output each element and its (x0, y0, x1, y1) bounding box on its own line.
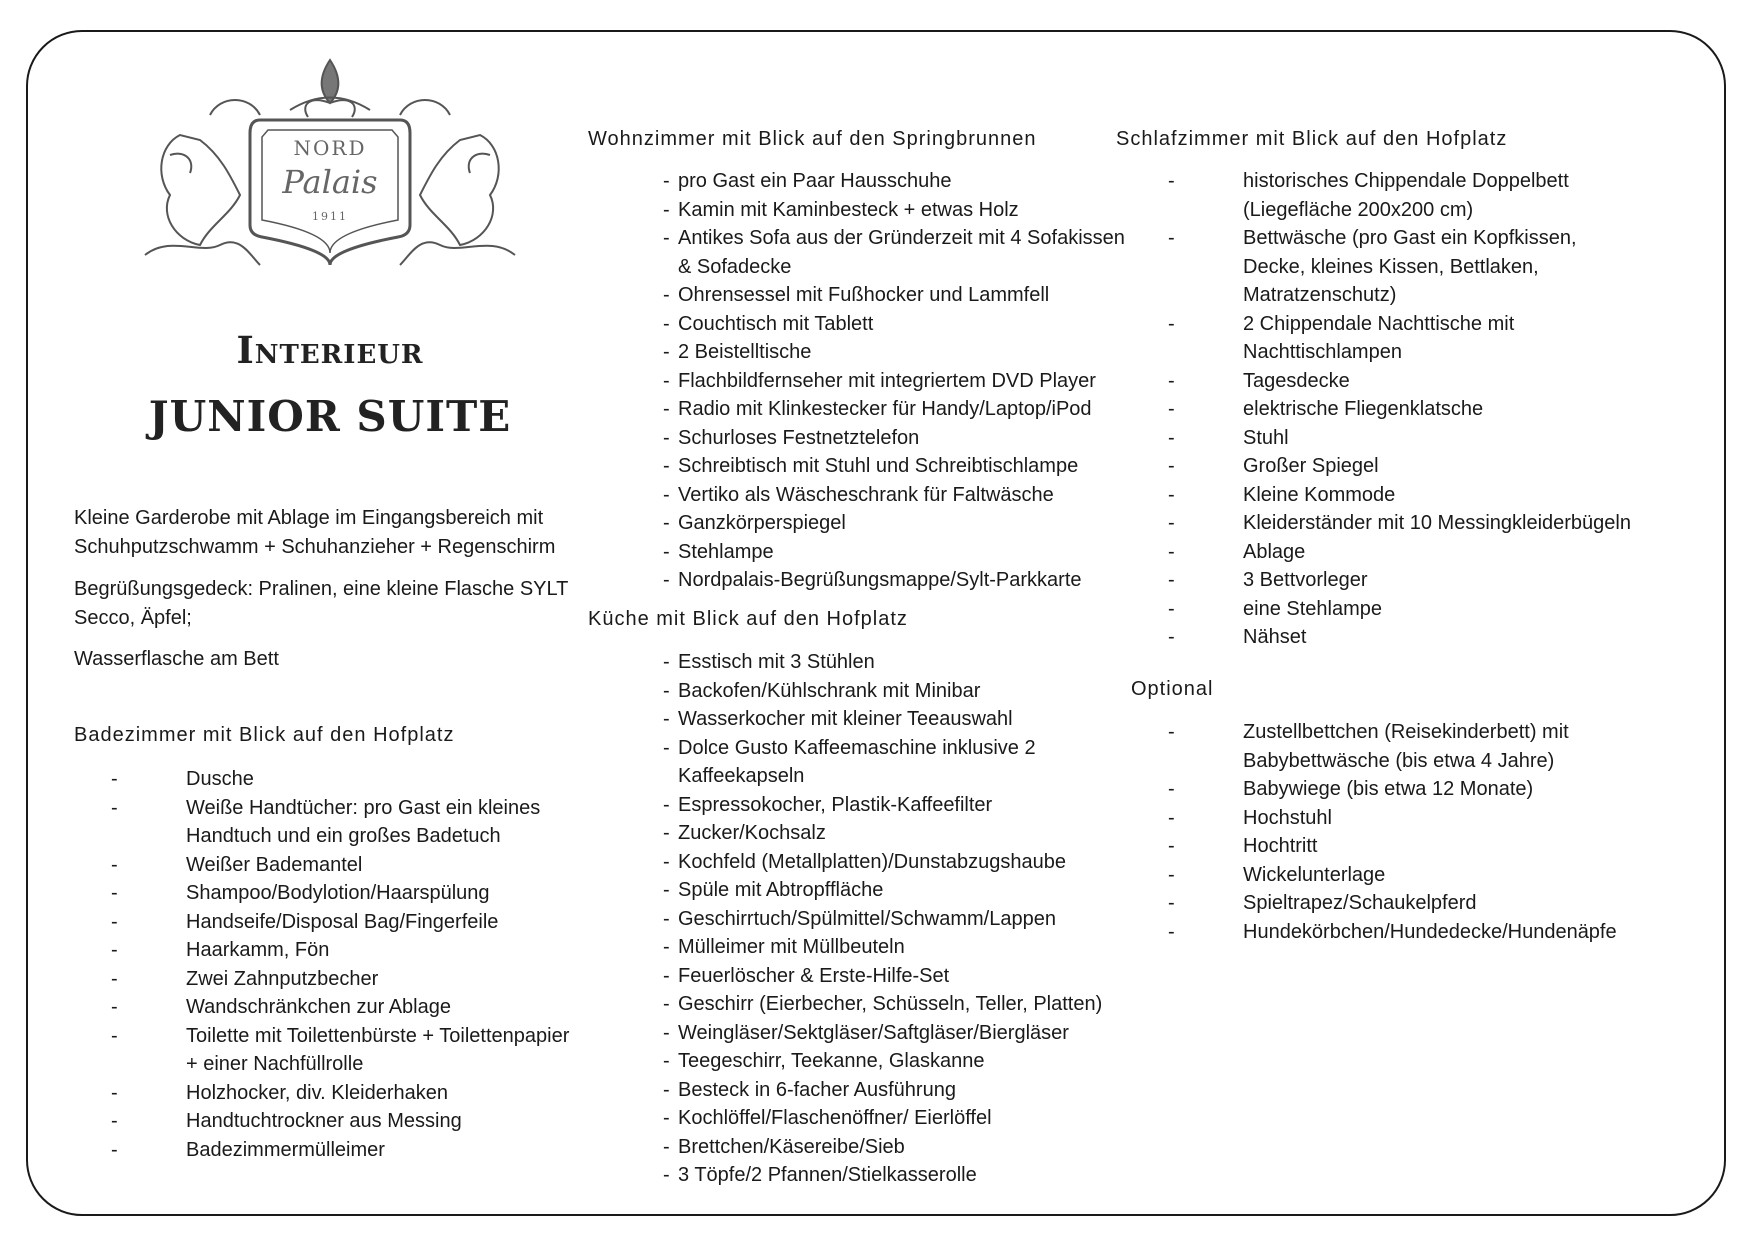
list-item-text: Schreibtisch mit Stuhl und Schreibtischlampe (678, 455, 1079, 477)
bullet-dash: - (1168, 892, 1175, 914)
list-item (663, 876, 1133, 905)
list-item-text: Shampoo/Bodylotion/Haarspülung (186, 882, 490, 904)
list-item-text: Antikes Sofa aus der Gründerzeit mit 4 Sofakissen & Sofadecke (678, 227, 1125, 278)
list-item-text: Weißer Bademantel (186, 853, 363, 876)
bullet-dash: - (1168, 483, 1175, 506)
heading-kueche: Küche mit Blick auf den Hofplatz (588, 608, 908, 630)
list-item-text: Brettchen/Käsereibe/Sieb (678, 1135, 905, 1158)
bullet-dash: - (663, 736, 670, 759)
list-item (111, 879, 581, 908)
list-item (1168, 718, 1638, 775)
list-item-text: Holzhocker, div. Kleiderhaken (186, 1081, 448, 1104)
bullet-dash: - (663, 341, 670, 363)
list-item-text: Bettwäsche (pro Gast ein Kopfkissen, Decke, kleines Kissen, Bettlaken, Matratzenschutz) (1243, 227, 1577, 306)
bullet-dash: - (111, 853, 118, 876)
list-item-text: Ganzkörperspiegel (678, 512, 846, 534)
list-item-text: Feuerlöscher & Erste-Hilfe-Set (678, 964, 950, 987)
list-item (663, 677, 1133, 706)
list-item (663, 538, 1133, 567)
list-item (663, 367, 1133, 396)
list-item-text: Besteck in 6-facher Ausführung (678, 1078, 956, 1101)
bullet-dash: - (663, 879, 670, 901)
list-item (663, 395, 1133, 424)
bullet-dash: - (663, 1078, 670, 1101)
bullet-dash: - (1168, 806, 1175, 829)
intro-wasser: Wasserflasche am Bett (74, 648, 279, 670)
list-item-text: Stehlampe (678, 540, 774, 563)
bullet-dash: - (1168, 778, 1175, 800)
bullet-dash: - (663, 1107, 670, 1129)
bullet-dash: - (111, 1110, 118, 1132)
list-item (663, 705, 1133, 734)
list-item (1168, 395, 1638, 424)
intro-begruessung: Begrüßungsgedeck: Pralinen, eine kleine Flasche SYLT Secco, Äpfel; (74, 578, 568, 629)
list-item-text: Geschirr (Eierbecher, Schüsseln, Teller, Platten) (678, 993, 1103, 1015)
list-item (663, 452, 1133, 481)
list-item-text: Zustellbettchen (Reisekinderbett) mit Babybettwäsche (bis etwa 4 Jahre) (1243, 721, 1569, 772)
list-item-text: Teegeschirr, Teekanne, Glaskanne (678, 1050, 985, 1072)
list-item-text: Nordpalais-Begrüßungsmappe/Sylt-Parkkarte (678, 569, 1082, 591)
bullet-dash: - (111, 1138, 118, 1161)
list-item (663, 1104, 1133, 1133)
bullet-dash: - (1168, 455, 1175, 477)
list-item-text: Mülleimer mit Müllbeuteln (678, 936, 905, 958)
heading-optional: Optional (1131, 678, 1214, 700)
list-item (1168, 167, 1638, 224)
bullet-dash: - (663, 227, 670, 249)
list-item (111, 794, 581, 851)
list-item (111, 936, 581, 965)
list-item-text: elektrische Fliegenklatsche (1243, 398, 1484, 420)
bullet-dash: - (1168, 426, 1175, 449)
list-kueche (663, 648, 1133, 1190)
list-item-text: 2 Beistelltische (678, 341, 812, 363)
list-item (663, 481, 1133, 510)
bullet-dash: - (111, 768, 118, 790)
list-item (1168, 623, 1638, 652)
list-item-text: Kochfeld (Metallplatten)/Dunstabzugshaube (678, 850, 1067, 873)
list-item-text: Kleine Kommode (1243, 483, 1396, 506)
list-item (1168, 509, 1638, 538)
list-item-text: Hochtritt (1243, 835, 1318, 857)
logo-line2: Palais (282, 163, 378, 201)
list-item (1168, 775, 1638, 804)
list-item (1168, 595, 1638, 624)
bullet-dash: - (663, 540, 670, 563)
logo-line1: NORD (293, 136, 367, 160)
list-item-text: Backofen/Kühlschrank mit Minibar (678, 679, 981, 702)
bullet-dash: - (1168, 512, 1175, 534)
bullet-dash: - (111, 910, 118, 933)
list-item-text: Dusche (186, 768, 254, 790)
list-item-text: Zucker/Kochsalz (678, 822, 826, 844)
list-item (1168, 832, 1638, 861)
list-item (111, 851, 581, 880)
list-item-text: Kamin mit Kaminbesteck + etwas Holz (678, 198, 1019, 221)
list-item-text: Toilette mit Toilettenbürste + Toilettenpapier + einer Nachfüllrolle (186, 1024, 570, 1075)
bullet-dash: - (111, 967, 118, 990)
list-schlafzimmer (1168, 167, 1638, 652)
bullet-dash: - (111, 1081, 118, 1104)
list-item-text: Hundekörbchen/Hundedecke/Hundenäpfe (1243, 920, 1617, 943)
list-item (663, 424, 1133, 453)
bullet-dash: - (1168, 398, 1175, 420)
bullet-dash: - (1168, 312, 1175, 335)
list-optional (1168, 718, 1638, 946)
list-item (1168, 310, 1638, 367)
bullet-dash: - (1168, 569, 1175, 591)
list-item-text: Ohrensessel mit Fußhocker und Lammfell (678, 284, 1050, 306)
list-item-text: Spieltrapez/Schaukelpferd (1243, 892, 1477, 914)
bullet-dash: - (663, 369, 670, 392)
bullet-dash: - (1168, 863, 1175, 886)
list-item-text: Hochstuhl (1243, 806, 1332, 829)
list-item-text: Geschirrtuch/Spülmittel/Schwamm/Lappen (678, 907, 1056, 930)
list-item-text: Babywiege (bis etwa 12 Monate) (1243, 778, 1534, 800)
bullet-dash: - (663, 822, 670, 844)
bullet-dash: - (663, 1164, 670, 1186)
list-item (1168, 424, 1638, 453)
list-item (111, 1136, 581, 1165)
list-item-text: Vertiko als Wäscheschrank für Faltwäsche (678, 483, 1054, 506)
list-item (663, 962, 1133, 991)
bullet-dash: - (1168, 540, 1175, 563)
list-item-text: Flachbildfernseher mit integriertem DVD Player (678, 369, 1096, 392)
bullet-dash: - (663, 284, 670, 306)
list-item-text: Stuhl (1243, 426, 1289, 449)
heading-schlafzimmer: Schlafzimmer mit Blick auf den Hofplatz (1116, 128, 1508, 150)
list-item-text: pro Gast ein Paar Hausschuhe (678, 170, 952, 192)
list-item-text: 3 Töpfe/2 Pfannen/Stielkasserolle (678, 1164, 977, 1186)
list-item (663, 224, 1133, 281)
bullet-dash: - (663, 198, 670, 221)
list-item (1168, 918, 1638, 947)
list-item-text: Wandschränkchen zur Ablage (186, 996, 451, 1018)
list-item (663, 281, 1133, 310)
list-item-text: 2 Chippendale Nachttische mit Nachttischlampen (1243, 312, 1515, 363)
bullet-dash: - (1168, 369, 1175, 392)
bullet-dash: - (663, 1050, 670, 1072)
bullet-dash: - (663, 679, 670, 702)
bullet-dash: - (663, 793, 670, 816)
list-item (111, 993, 581, 1022)
list-item-text: Handtuchtrockner aus Messing (186, 1110, 462, 1132)
list-item-text: Badezimmermülleimer (186, 1138, 385, 1161)
list-item (111, 1079, 581, 1108)
bullet-dash: - (663, 850, 670, 873)
list-item (663, 648, 1133, 677)
bullet-dash: - (663, 455, 670, 477)
list-item-text: Handseife/Disposal Bag/Fingerfeile (186, 910, 499, 933)
list-item (663, 338, 1133, 367)
list-item-text: Großer Spiegel (1243, 455, 1379, 477)
list-item (1168, 481, 1638, 510)
bullet-dash: - (663, 1021, 670, 1044)
bullet-dash: - (663, 708, 670, 730)
bullet-dash: - (663, 1135, 670, 1158)
list-item-text: Dolce Gusto Kaffeemaschine inklusive 2 Kaffeekapseln (678, 736, 1036, 787)
list-item (663, 566, 1133, 595)
bullet-dash: - (111, 996, 118, 1018)
bullet-dash: - (663, 170, 670, 192)
list-item (1168, 804, 1638, 833)
list-item-text: Weingläser/Sektgläser/Saftgläser/Biergläser (678, 1021, 1069, 1044)
list-item (663, 1133, 1133, 1162)
list-item (1168, 889, 1638, 918)
bullet-dash: - (111, 796, 118, 819)
bullet-dash: - (1168, 721, 1175, 743)
list-item (1168, 452, 1638, 481)
bullet-dash: - (663, 512, 670, 534)
list-item-text: Ablage (1243, 540, 1306, 563)
bullet-dash: - (1168, 227, 1175, 249)
list-item-text: eine Stehlampe (1243, 597, 1382, 620)
bullet-dash: - (1168, 835, 1175, 857)
list-item (663, 791, 1133, 820)
list-item-text: Schurloses Festnetztelefon (678, 426, 920, 449)
list-item (111, 1022, 581, 1079)
bullet-dash: - (1168, 920, 1175, 943)
list-item-text: Kochlöffel/Flaschenöffner/ Eierlöffel (678, 1107, 992, 1129)
list-item (663, 905, 1133, 934)
list-item (663, 1076, 1133, 1105)
list-item (663, 1047, 1133, 1076)
list-item (663, 310, 1133, 339)
list-item-text: Zwei Zahnputzbecher (186, 967, 379, 990)
list-item (1168, 538, 1638, 567)
bullet-dash: - (663, 651, 670, 673)
bullet-dash: - (663, 569, 670, 591)
list-item-text: Tagesdecke (1243, 369, 1350, 392)
title-interieur: Interieur (236, 328, 424, 372)
bullet-dash: - (663, 312, 670, 335)
list-item (663, 196, 1133, 225)
list-item-text: Spüle mit Abtropffläche (678, 879, 884, 901)
bullet-dash: - (1168, 597, 1175, 620)
list-item (1168, 224, 1638, 310)
list-item (663, 1161, 1133, 1190)
bullet-dash: - (663, 398, 670, 420)
bullet-dash: - (663, 483, 670, 506)
list-item (663, 167, 1133, 196)
bullet-dash: - (663, 426, 670, 449)
bullet-dash: - (663, 964, 670, 987)
list-item (663, 509, 1133, 538)
intro-garderobe: Kleine Garderobe mit Ablage im Eingangsbereich mit Schuhputzschwamm + Schuhanzieher + Regenschirm (74, 507, 556, 558)
list-item (1168, 861, 1638, 890)
logo-year: 1911 (312, 210, 348, 223)
list-item (663, 990, 1133, 1019)
list-item-text: Kleiderständer mit 10 Messingkleiderbügeln (1243, 512, 1631, 534)
list-wohnzimmer (663, 167, 1133, 595)
bullet-dash: - (663, 993, 670, 1015)
list-item-text: Weiße Handtücher: pro Gast ein kleines Handtuch und ein großes Badetuch (186, 796, 541, 847)
bullet-dash: - (663, 936, 670, 958)
nord-palais-crest-logo (140, 55, 520, 285)
heading-wohnzimmer: Wohnzimmer mit Blick auf den Springbrunnen (588, 128, 1037, 150)
list-item-text: historisches Chippendale Doppelbett (Liegefläche 200x200 cm) (1243, 170, 1569, 221)
bullet-dash: - (1168, 170, 1175, 192)
list-item-text: Espressokocher, Plastik-Kaffeefilter (678, 793, 993, 816)
list-item (663, 933, 1133, 962)
bullet-dash: - (1168, 626, 1175, 648)
list-item (663, 734, 1133, 791)
list-item (663, 848, 1133, 877)
title-junior-suite: JUNIOR SUITE (148, 392, 512, 441)
list-item-text: Radio mit Klinkestecker für Handy/Laptop/iPod (678, 398, 1092, 420)
bullet-dash: - (111, 1024, 118, 1047)
list-item (663, 1019, 1133, 1048)
heading-badezimmer: Badezimmer mit Blick auf den Hofplatz (74, 724, 455, 746)
list-item (111, 965, 581, 994)
list-item-text: Esstisch mit 3 Stühlen (678, 651, 875, 673)
bullet-dash: - (111, 939, 118, 961)
bullet-dash: - (111, 882, 118, 904)
list-item (663, 819, 1133, 848)
list-badezimmer (111, 765, 581, 1164)
list-item-text: Couchtisch mit Tablett (678, 312, 874, 335)
list-item-text: 3 Bettvorleger (1243, 569, 1368, 591)
list-item-text: Wickelunterlage (1243, 863, 1386, 886)
list-item (111, 765, 581, 794)
list-item-text: Nähset (1243, 626, 1307, 648)
list-item-text: Haarkamm, Fön (186, 939, 330, 961)
list-item (111, 1107, 581, 1136)
bullet-dash: - (663, 907, 670, 930)
list-item (111, 908, 581, 937)
list-item (1168, 566, 1638, 595)
list-item-text: Wasserkocher mit kleiner Teeauswahl (678, 708, 1013, 730)
list-item (1168, 367, 1638, 396)
